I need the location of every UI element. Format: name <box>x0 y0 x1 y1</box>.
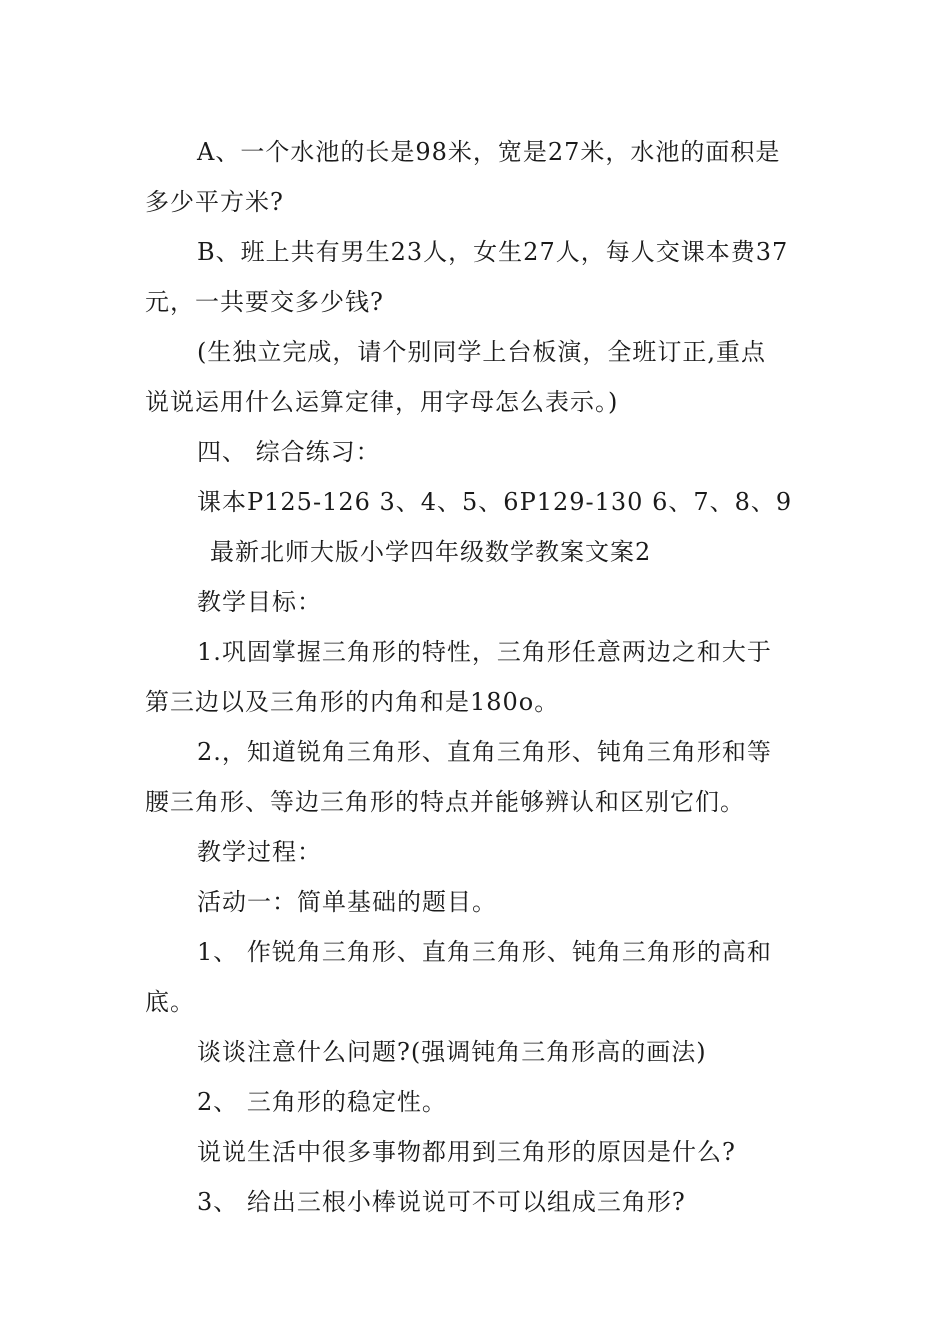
goal-item-1: 1.巩固掌握三角形的特性，三角形任意两边之和大于 <box>197 638 772 666</box>
text-line-problem-b: B、班上共有男生23人，女生27人，每人交课本费37 <box>197 238 789 266</box>
text-line-textbook-pages: 课本P125-126 3、4、5、6P129-130 6、7、8、9 <box>197 488 793 516</box>
activity-item-2: 2、 三角形的稳定性。 <box>197 1088 447 1116</box>
goal-item-2: 2.，知道锐角三角形、直角三角形、钝角三角形和等 <box>197 738 772 766</box>
section-heading-goals: 教学目标： <box>197 588 322 616</box>
text-line: 第三边以及三角形的内角和是180o。 <box>145 688 560 716</box>
text-line: 多少平方米? <box>145 188 284 216</box>
activity-heading: 活动一：简单基础的题目。 <box>197 888 497 916</box>
text-line-problem-a: A、一个水池的长是98米，宽是27米，水池的面积是 <box>197 138 781 166</box>
activity-item-3: 3、 给出三根小棒说说可不可以组成三角形? <box>197 1188 686 1216</box>
section-heading-process: 教学过程： <box>197 838 322 866</box>
text-line: 腰三角形、等边三角形的特点并能够辨认和区别它们。 <box>145 788 745 816</box>
activity-item-1: 1、 作锐角三角形、直角三角形、钝角三角形的高和 <box>197 938 772 966</box>
document-title: 最新北师大版小学四年级数学教案文案2 <box>210 538 652 566</box>
text-line-instruction: (生独立完成，请个别同学上台板演，全班订正,重点 <box>197 338 766 366</box>
section-heading-practice: 四、 综合练习： <box>197 438 381 466</box>
text-line: 底。 <box>145 988 195 1016</box>
text-line: 说说运用什么运算定律，用字母怎么表示。) <box>145 388 619 416</box>
text-line: 说说生活中很多事物都用到三角形的原因是什么? <box>197 1138 736 1166</box>
text-line-discussion: 谈谈注意什么问题?(强调钝角三角形高的画法) <box>197 1038 707 1066</box>
text-line: 元，一共要交多少钱? <box>145 288 384 316</box>
